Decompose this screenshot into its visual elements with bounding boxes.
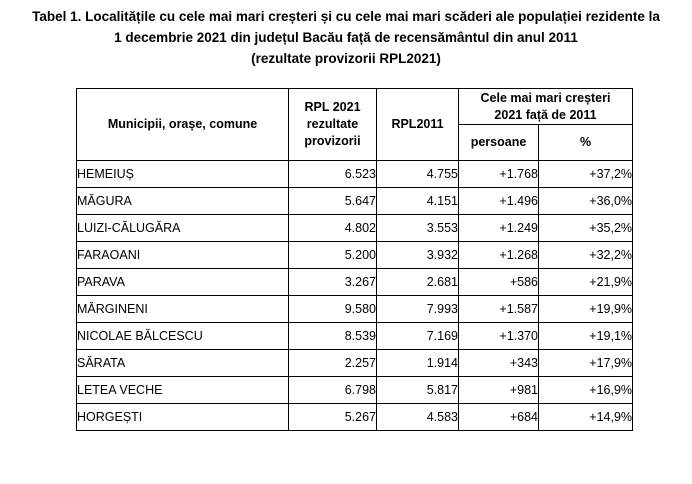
persons-change-cell: +1.768 (459, 161, 539, 188)
persons-change-cell: +1.587 (459, 296, 539, 323)
title-line-2: 1 decembrie 2021 din județul Bacău față de recensământul din anul 2011 (114, 30, 578, 45)
table-row (77, 215, 633, 242)
rpl2021-cell: 4.802 (289, 215, 377, 242)
rpl2011-cell: 3.932 (377, 242, 459, 269)
rpl2011-cell: 7.169 (377, 323, 459, 350)
table-row (77, 404, 633, 431)
table-row (77, 188, 633, 215)
header-percent: % (539, 125, 633, 161)
rpl2021-cell: 2.257 (289, 350, 377, 377)
persons-change-cell: +1.496 (459, 188, 539, 215)
locality-cell: LUIZI-CĂLUGĂRA (77, 215, 289, 242)
rpl2011-cell: 7.993 (377, 296, 459, 323)
locality-cell: HEMEIUȘ (77, 161, 289, 188)
rpl2021-cell: 5.267 (289, 404, 377, 431)
header-rpl2021: RPL 2021 rezultate provizorii (289, 89, 377, 161)
rpl2011-cell: 4.583 (377, 404, 459, 431)
persons-change-cell: +586 (459, 269, 539, 296)
persons-change-cell: +1.370 (459, 323, 539, 350)
rpl2011-cell: 3.553 (377, 215, 459, 242)
locality-cell: FARAOANI (77, 242, 289, 269)
header-row-main (77, 89, 633, 125)
locality-cell: HORGEȘTI (77, 404, 289, 431)
header-rpl2011: RPL2011 (377, 89, 459, 161)
table-row (77, 242, 633, 269)
rpl2011-cell: 4.151 (377, 188, 459, 215)
locality-cell: NICOLAE BĂLCESCU (77, 323, 289, 350)
percent-change-cell: +17,9% (539, 350, 633, 377)
persons-change-cell: +1.268 (459, 242, 539, 269)
percent-change-cell: +14,9% (539, 404, 633, 431)
persons-change-cell: +981 (459, 377, 539, 404)
percent-change-cell: +19,1% (539, 323, 633, 350)
rpl2021-cell: 5.200 (289, 242, 377, 269)
percent-change-cell: +16,9% (539, 377, 633, 404)
rpl2021-cell: 3.267 (289, 269, 377, 296)
percent-change-cell: +37,2% (539, 161, 633, 188)
table-row (77, 350, 633, 377)
rpl2011-cell: 4.755 (377, 161, 459, 188)
table-row (77, 323, 633, 350)
table-row (77, 377, 633, 404)
table-row (77, 161, 633, 188)
percent-change-cell: +21,9% (539, 269, 633, 296)
rpl2021-cell: 5.647 (289, 188, 377, 215)
locality-cell: PARAVA (77, 269, 289, 296)
table-row (77, 269, 633, 296)
population-growth-table (76, 88, 633, 431)
locality-cell: SĂRATA (77, 350, 289, 377)
persons-change-cell: +343 (459, 350, 539, 377)
persons-change-cell: +1.249 (459, 215, 539, 242)
rpl2021-cell: 8.539 (289, 323, 377, 350)
percent-change-cell: +32,2% (539, 242, 633, 269)
rpl2011-cell: 5.817 (377, 377, 459, 404)
header-locality: Municipii, orașe, comune (77, 89, 289, 161)
table-row (77, 296, 633, 323)
rpl2021-cell: 9.580 (289, 296, 377, 323)
locality-cell: LETEA VECHE (77, 377, 289, 404)
locality-cell: MĂRGINENI (77, 296, 289, 323)
title-line-1: Tabel 1. Localitățile cu cele mai mari creșteri și cu cele mai mari scăderi ale populației rezidente la (32, 9, 660, 24)
percent-change-cell: +35,2% (539, 215, 633, 242)
header-persons: persoane (459, 125, 539, 161)
rpl2021-cell: 6.523 (289, 161, 377, 188)
title-line-3: (rezultate provizorii RPL2021) (251, 51, 441, 66)
rpl2011-cell: 1.914 (377, 350, 459, 377)
locality-cell: MĂGURA (77, 188, 289, 215)
header-growth: Cele mai mari creșteri 2021 față de 2011 (459, 89, 633, 125)
percent-change-cell: +36,0% (539, 188, 633, 215)
table-body (77, 161, 633, 431)
table-title (0, 6, 692, 69)
persons-change-cell: +684 (459, 404, 539, 431)
percent-change-cell: +19,9% (539, 296, 633, 323)
rpl2011-cell: 2.681 (377, 269, 459, 296)
rpl2021-cell: 6.798 (289, 377, 377, 404)
